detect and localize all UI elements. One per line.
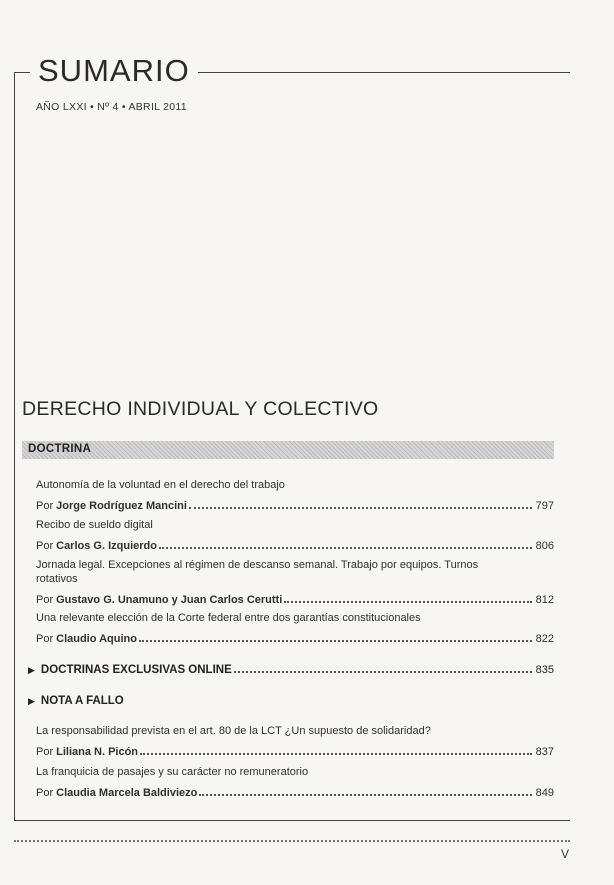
- entry-page: 812: [535, 594, 554, 606]
- toc-entry[interactable]: [36, 518, 554, 552]
- page-number: V: [561, 847, 570, 861]
- leader-dots: [139, 640, 532, 642]
- leader-dots: [189, 507, 532, 509]
- entry-por: Por: [36, 746, 54, 758]
- leader-dots: [284, 601, 531, 603]
- entry-title: La responsabilidad prevista en el art. 80 de la LCT ¿Un supuesto de solidaridad?: [36, 725, 431, 737]
- entry-author-line: [36, 537, 554, 552]
- entry-author-line: [36, 630, 554, 645]
- entry-author: Claudio Aquino: [56, 633, 137, 645]
- frame-left-rule: [14, 72, 15, 820]
- leader-dots: [140, 753, 532, 755]
- entry-title: Una relevante elección de la Corte federal entre dos garantías constitucionales: [36, 612, 421, 624]
- entry-por: Por: [36, 633, 54, 645]
- title-wrap: [30, 52, 198, 90]
- section-title: DERECHO INDIVIDUAL Y COLECTIVO: [22, 398, 379, 420]
- entry-title: La franquicia de pasajes y su carácter no remuneratorio: [36, 766, 309, 778]
- entry-title: Jornada legal. Excepciones al régimen de descanso semanal. Trabajo por equipos. Turnos: [36, 559, 479, 571]
- entry-author: Gustavo G. Unamuno y Juan Carlos Cerutti: [56, 594, 283, 606]
- entry-page: 822: [535, 633, 554, 645]
- entry-por: Por: [36, 787, 54, 799]
- entry-author-line: [36, 497, 554, 512]
- online-label: DOCTRINAS EXCLUSIVAS ONLINE: [40, 664, 232, 676]
- toc-entry[interactable]: [36, 558, 554, 606]
- entry-author: Jorge Rodríguez Mancini: [56, 500, 187, 512]
- entry-page: 806: [535, 540, 554, 552]
- leader-dots: [234, 671, 532, 673]
- entry-por: Por: [36, 540, 54, 552]
- entry-por: Por: [36, 594, 54, 606]
- toc-entry[interactable]: [36, 611, 554, 645]
- toc-entry[interactable]: [36, 478, 554, 512]
- entry-title: Autonomía de la voluntad en el derecho del trabajo: [36, 479, 285, 491]
- entry-author: Carlos G. Izquierdo: [56, 540, 157, 552]
- band-label: DOCTRINA: [28, 443, 92, 455]
- leader-dots: [159, 547, 532, 549]
- entry-author-line: [36, 743, 554, 758]
- leader-dots: [199, 794, 531, 796]
- nota-heading: [28, 691, 554, 707]
- online-page: 835: [535, 664, 554, 676]
- doctrina-band: [22, 441, 554, 459]
- online-heading[interactable]: [28, 660, 554, 676]
- entry-page: 797: [535, 500, 554, 512]
- toc-entry[interactable]: [36, 765, 554, 799]
- triangle-right-icon: ▶: [28, 665, 35, 675]
- issue-line: AÑO LXXI • Nº 4 • ABRIL 2011: [36, 101, 187, 113]
- entry-author-line: [36, 784, 554, 799]
- frame-bottom-rule: [14, 820, 570, 821]
- entry-page: 849: [535, 787, 554, 799]
- toc-entry[interactable]: [36, 724, 554, 758]
- entry-por: Por: [36, 500, 54, 512]
- triangle-right-icon: ▶: [28, 696, 35, 706]
- entry-title: Recibo de sueldo digital: [36, 519, 153, 531]
- entry-author: Liliana N. Picón: [56, 746, 139, 758]
- entry-title-cont: rotativos: [36, 573, 78, 585]
- footer-dotted-rule: [14, 840, 570, 842]
- nota-label: NOTA A FALLO: [40, 695, 124, 707]
- entry-author-line: [36, 591, 554, 606]
- page-title: SUMARIO: [38, 53, 190, 88]
- entry-author: Claudia Marcela Baldiviezo: [56, 787, 198, 799]
- entry-page: 837: [535, 746, 554, 758]
